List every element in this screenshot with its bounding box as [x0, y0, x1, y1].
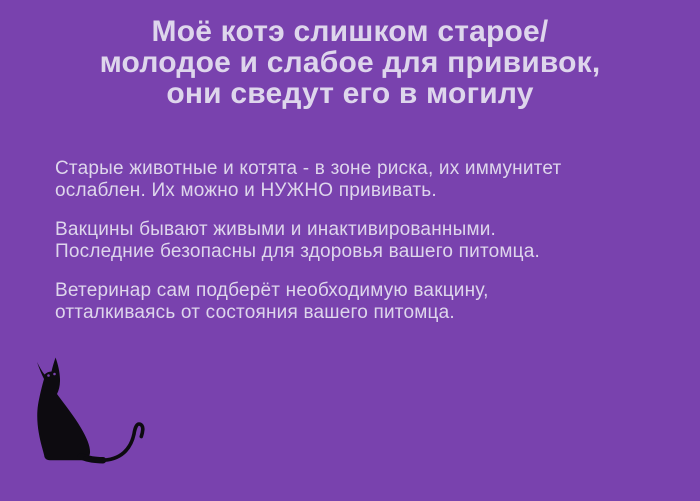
black-cat-illustration	[25, 355, 145, 470]
title-line-3: они сведут его в могилу	[166, 77, 534, 110]
paragraph-line: Старые животные и котята - в зоне риска, их иммунитет	[55, 158, 562, 179]
paragraph-risk-groups	[55, 158, 655, 202]
card-body	[55, 158, 655, 341]
card-title	[0, 16, 700, 109]
paragraph-line: Вакцины бывают живыми и инактивированными.	[55, 219, 496, 240]
paragraph-vaccine-types	[55, 219, 655, 263]
paragraph-line: Последние безопасны для здоровья вашего питомца.	[55, 241, 541, 262]
title-line-1: Моё котэ слишком старое/	[151, 15, 549, 48]
title-line-2: молодое и слабое для прививок,	[99, 46, 601, 79]
paragraph-line: Ветеринар сам подберёт необходимую вакцину,	[55, 280, 489, 301]
cat-eye-left	[47, 374, 50, 377]
cat-silhouette-icon	[25, 355, 145, 470]
paragraph-vet-choice	[55, 280, 655, 324]
paragraph-line: отталкиваясь от состояния вашего питомца.	[55, 302, 455, 323]
paragraph-line: ослаблен. Их можно и НУЖНО прививать.	[55, 180, 437, 201]
cat-eye-right	[53, 373, 56, 376]
